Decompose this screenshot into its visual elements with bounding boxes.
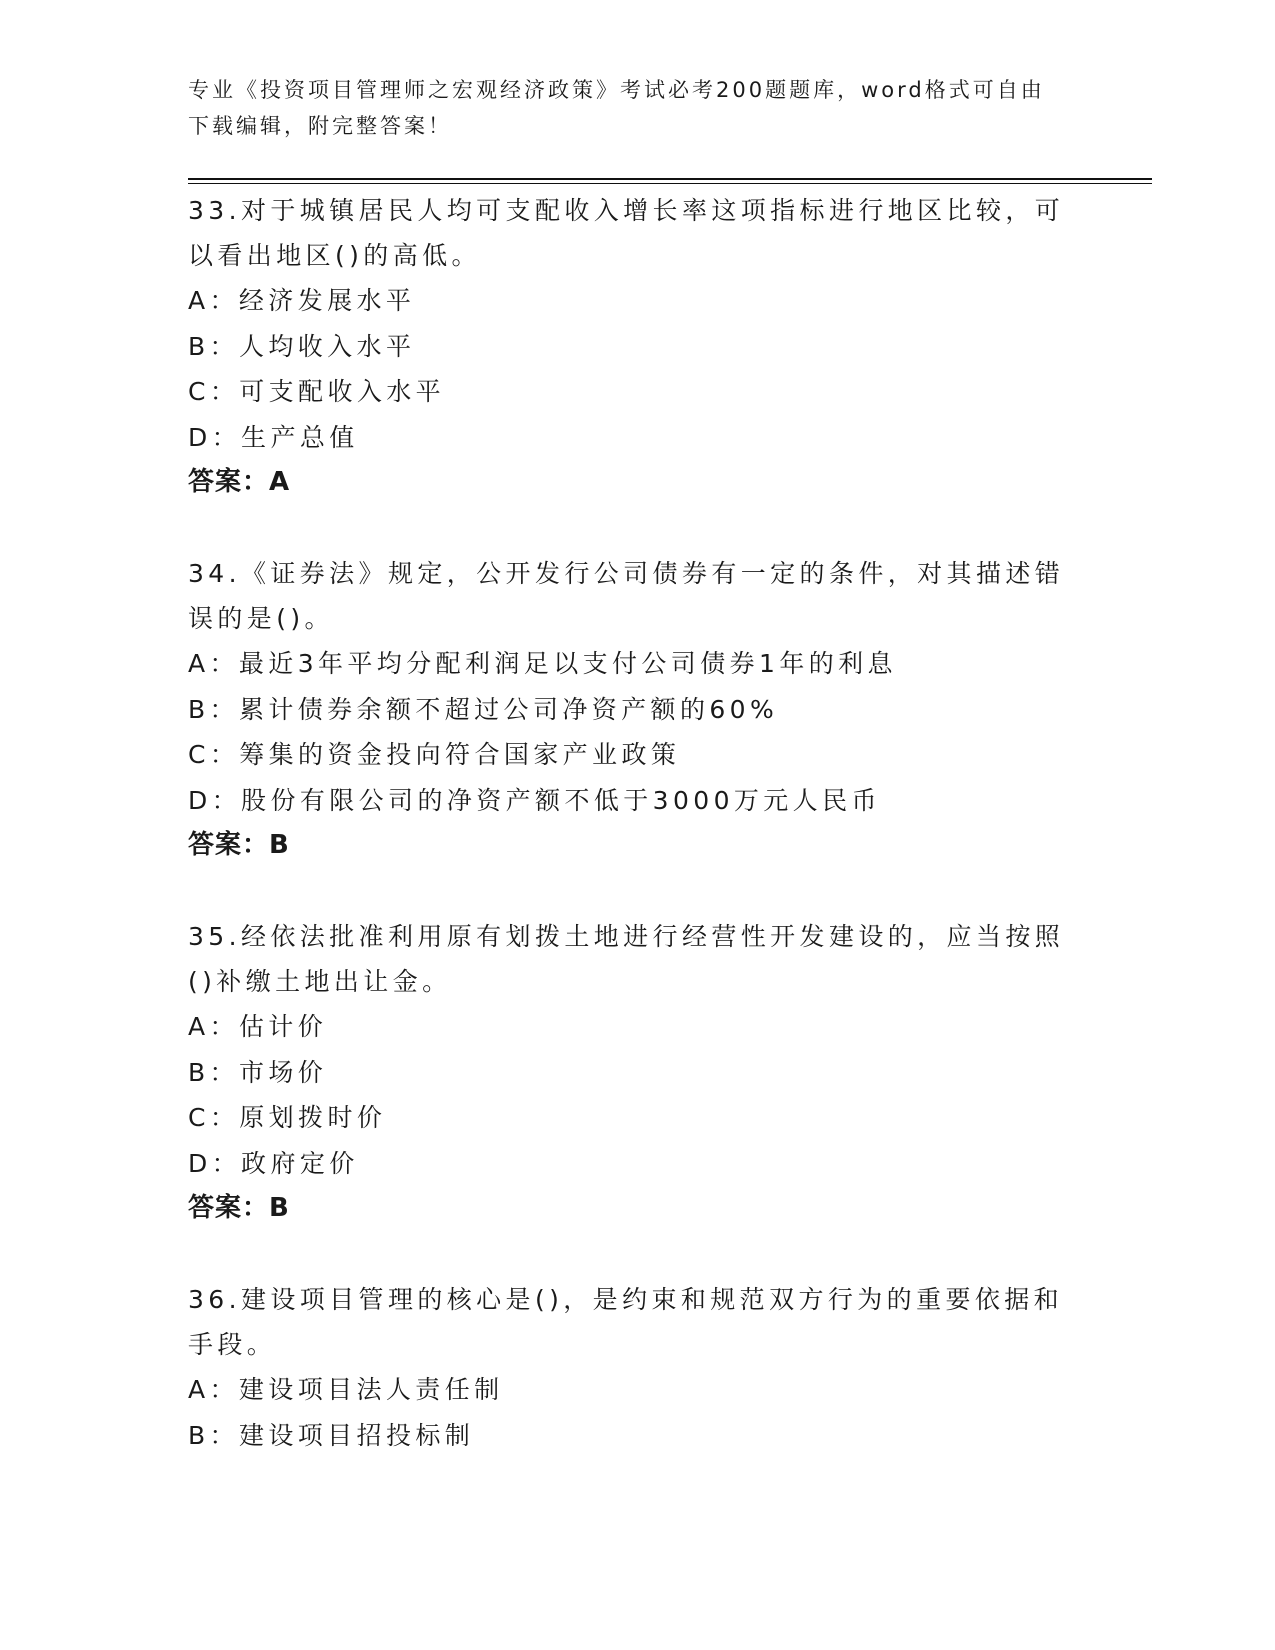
option-b: B：建设项目招投标制 bbox=[188, 1420, 475, 1450]
answer-label: 答案： bbox=[188, 1193, 270, 1223]
option-c: C：原划拨时价 bbox=[188, 1103, 387, 1132]
question-stem: 35.经依法批准利用原有划拨土地进行经营性开发建设的，应当按照()补缴土地出让金。 bbox=[188, 922, 1065, 996]
question-35 bbox=[188, 914, 1088, 1231]
answer-label: 答案： bbox=[188, 830, 270, 860]
question-stem: 34.《证券法》规定，公开发行公司债券有一定的条件，对其描述错误的是()。 bbox=[188, 559, 1065, 633]
option-a: A：经济发展水平 bbox=[188, 286, 416, 315]
answer-line bbox=[188, 823, 1088, 868]
option-c: C：可支配收入水平 bbox=[188, 377, 446, 406]
answer-value: B bbox=[269, 1193, 290, 1223]
option-d: D：政府定价 bbox=[188, 1148, 359, 1178]
option-c: C：筹集的资金投向符合国家产业政策 bbox=[188, 740, 681, 769]
option-d: D：生产总值 bbox=[188, 422, 359, 452]
answer-value: B bbox=[269, 830, 290, 860]
header-divider-thick bbox=[188, 178, 1152, 180]
option-a: A：估计价 bbox=[188, 1012, 328, 1041]
answer-line bbox=[188, 460, 1088, 505]
document-intro: 专业《投资项目管理师之宏观经济政策》考试必考200题题库，word格式可自由下载编辑，附完整答案！ bbox=[188, 78, 1045, 138]
option-a: A：最近3年平均分配利润足以支付公司债券1年的利息 bbox=[188, 649, 897, 678]
question-list bbox=[188, 188, 1088, 1504]
question-36 bbox=[188, 1277, 1088, 1458]
question-34 bbox=[188, 551, 1088, 868]
option-a: A：建设项目法人责任制 bbox=[188, 1375, 504, 1404]
answer-label: 答案： bbox=[188, 467, 270, 497]
header-divider-thin bbox=[188, 183, 1152, 184]
answer-value: A bbox=[269, 467, 291, 497]
question-33 bbox=[188, 188, 1088, 505]
option-b: B：市场价 bbox=[188, 1057, 328, 1087]
question-stem: 36.建设项目管理的核心是()，是约束和规范双方行为的重要依据和手段。 bbox=[188, 1285, 1064, 1359]
option-b: B：人均收入水平 bbox=[188, 331, 416, 361]
answer-line bbox=[188, 1186, 1088, 1231]
option-b: B：累计债券余额不超过公司净资产额的60% bbox=[188, 694, 779, 724]
question-stem: 33.对于城镇居民人均可支配收入增长率这项指标进行地区比较，可以看出地区()的高低。 bbox=[188, 196, 1065, 270]
option-d: D：股份有限公司的净资产额不低于3000万元人民币 bbox=[188, 785, 881, 815]
